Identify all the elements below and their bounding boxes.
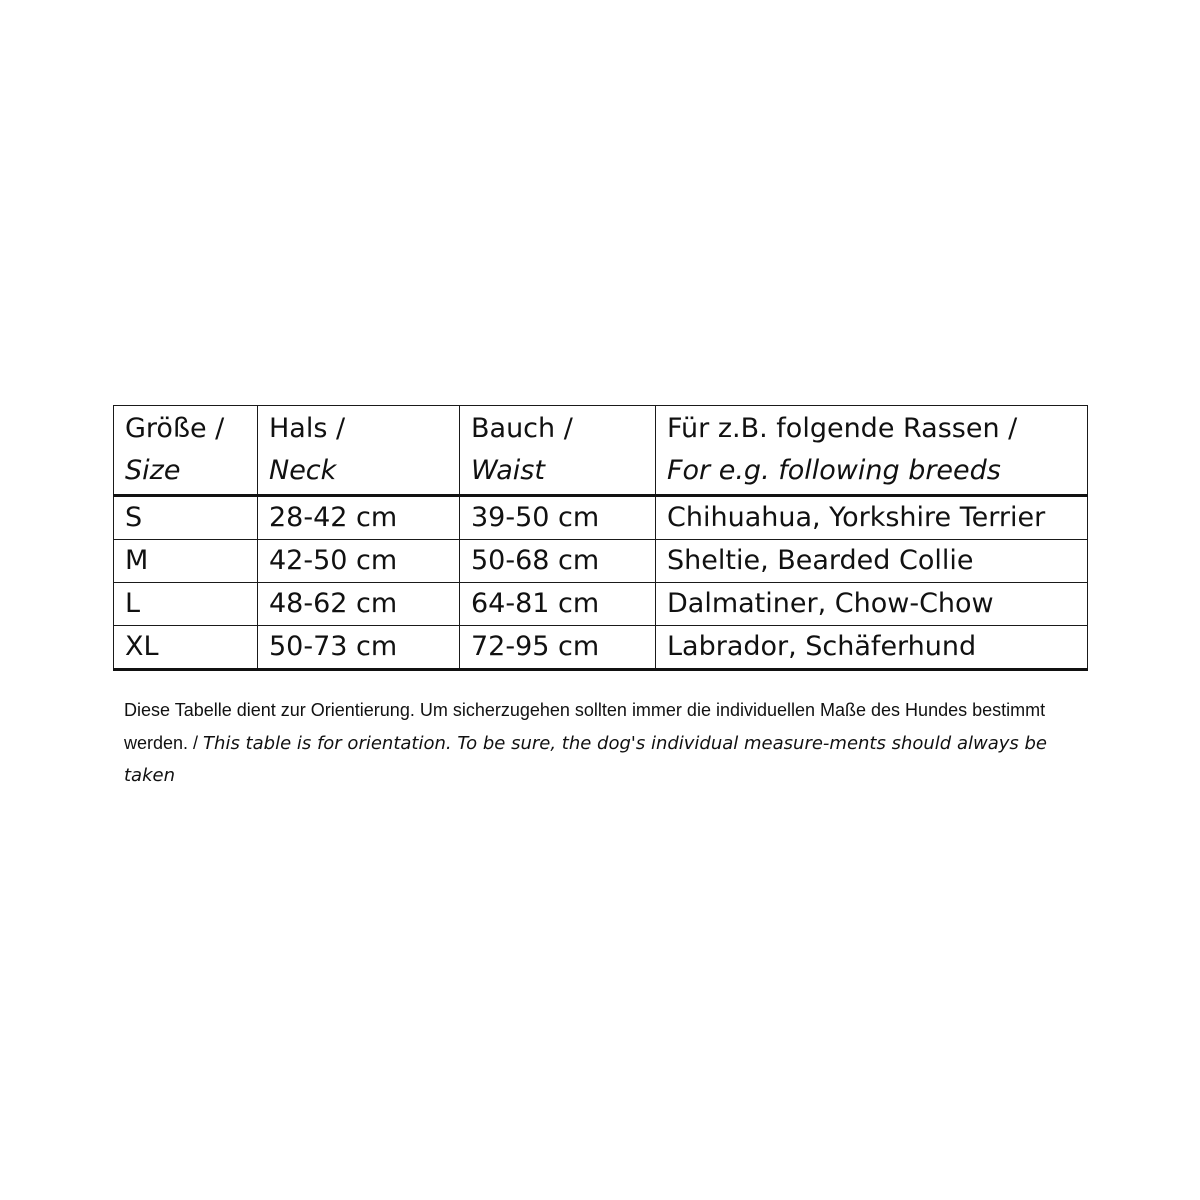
cell-neck: 50-73 cm	[258, 626, 460, 670]
footnote-english: This table is for orientation. To be sure, the dog's individual measure-ments should always be taken	[124, 733, 1047, 786]
cell-waist: 50-68 cm	[460, 540, 656, 583]
cell-size: L	[114, 583, 258, 626]
cell-size: XL	[114, 626, 258, 670]
table-row	[114, 626, 1088, 670]
cell-waist: 39-50 cm	[460, 496, 656, 540]
header-breeds	[656, 406, 1088, 496]
table-row	[114, 496, 1088, 540]
header-waist	[460, 406, 656, 496]
cell-neck: 42-50 cm	[258, 540, 460, 583]
header-waist-en: Waist	[471, 455, 545, 486]
cell-neck: 28-42 cm	[258, 496, 460, 540]
header-size	[114, 406, 258, 496]
header-size-de: Größe /	[125, 413, 225, 444]
cell-size: M	[114, 540, 258, 583]
cell-breeds: Sheltie, Bearded Collie	[656, 540, 1088, 583]
size-chart-table	[113, 405, 1088, 671]
header-neck	[258, 406, 460, 496]
cell-breeds: Labrador, Schäferhund	[656, 626, 1088, 670]
orientation-footnote	[124, 694, 1064, 792]
header-neck-en: Neck	[269, 455, 337, 486]
cell-size: S	[114, 496, 258, 540]
cell-breeds: Chihuahua, Yorkshire Terrier	[656, 496, 1088, 540]
header-size-en: Size	[125, 455, 181, 486]
header-breeds-de: Für z.B. folgende Rassen /	[667, 413, 1018, 444]
header-waist-de: Bauch /	[471, 413, 573, 444]
header-breeds-en: For e.g. following breeds	[667, 455, 1001, 486]
table-row	[114, 583, 1088, 626]
cell-breeds: Dalmatiner, Chow-Chow	[656, 583, 1088, 626]
table-header-row	[114, 406, 1088, 496]
header-neck-de: Hals /	[269, 413, 346, 444]
cell-waist: 64-81 cm	[460, 583, 656, 626]
table-row	[114, 540, 1088, 583]
cell-neck: 48-62 cm	[258, 583, 460, 626]
cell-waist: 72-95 cm	[460, 626, 656, 670]
footnote-german: Diese Tabelle dient zur Orientierung. Um sicherzugehen sollten immer die individuellen Maße des Hundes bestimmt werden. /	[124, 700, 1046, 753]
